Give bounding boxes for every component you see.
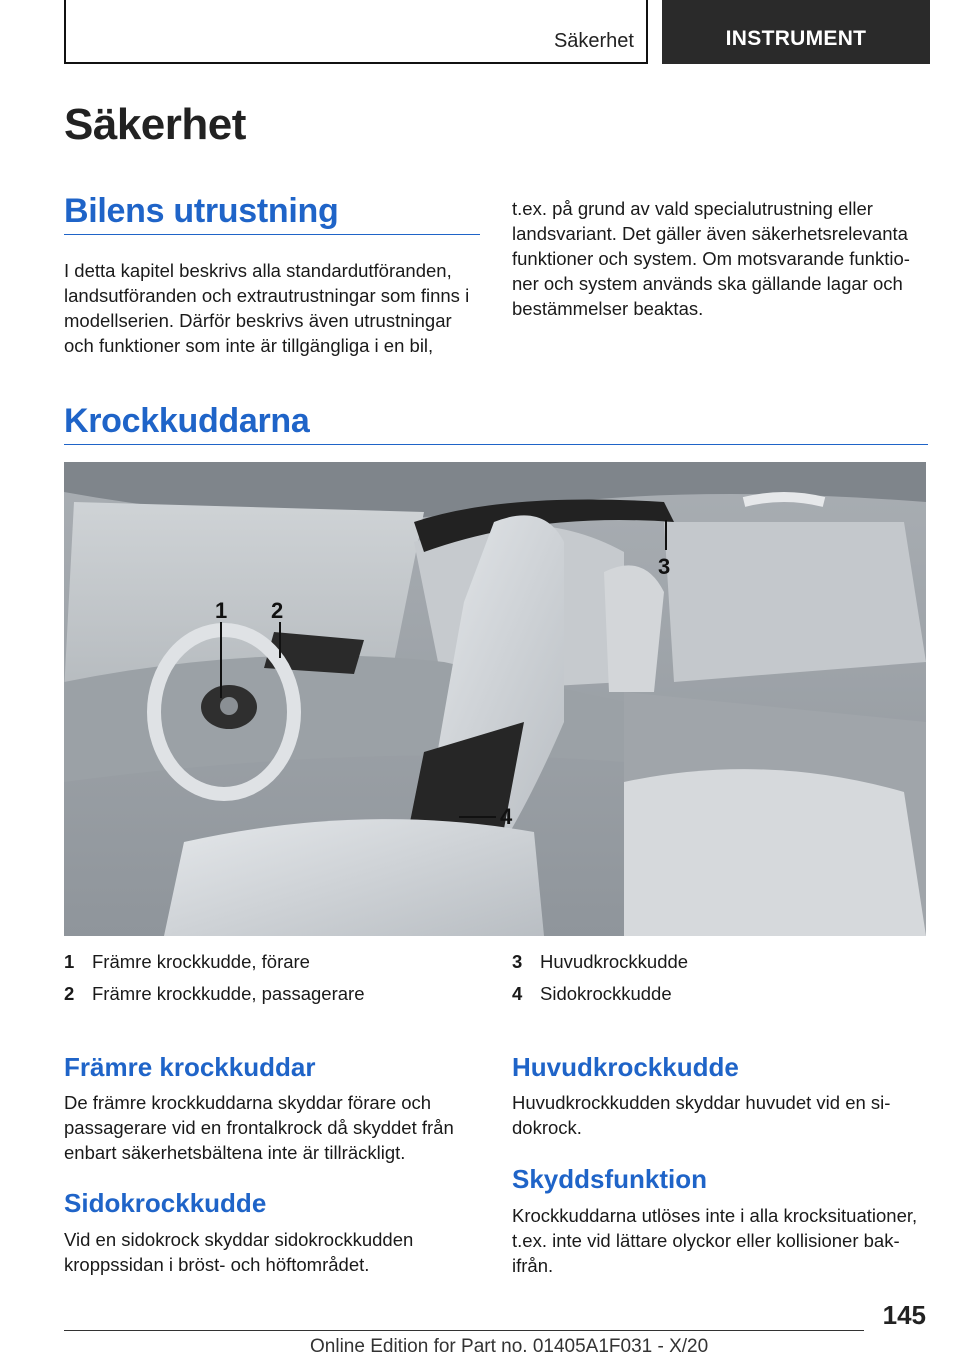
footer-edition: Online Edition for Part no. 01405A1F031 - X/20 [310, 1336, 709, 1357]
airbag-illustration [64, 462, 926, 936]
section-tab-label: Säkerhet [553, 30, 634, 52]
callout-2: 2 [271, 598, 284, 623]
chapter-tab: INSTRUMENT [662, 0, 930, 64]
heading-skyddsfunktion: Skyddsfunktion [512, 1164, 708, 1194]
section-tab [64, 0, 648, 64]
legend-label: Huvudkrockkudde [540, 951, 689, 972]
sido-text: Vid en sidokrock skyddar sidokrockkudden kroppssidan i bröst- och höftområdet. [64, 1229, 414, 1275]
car-interior-drawing [64, 462, 926, 936]
callout-4: 4 [500, 804, 513, 829]
callout-3: 3 [658, 554, 671, 579]
legend-number: 2 [64, 983, 75, 1004]
bilens-text-col2: t.ex. på grund av vald specialutrustning eller landsvariant. Det gäller även säkerhetsrelevanta funktioner och system. Om motsvarande funktioner och system används ska gällande lagar och bestämmelser beaktas. [512, 198, 910, 319]
legend-label: Främre krockkudde, förare [92, 951, 310, 972]
legend-item [64, 946, 480, 978]
page-title: Säkerhet [64, 100, 246, 149]
framre-text: De främre krockkuddarna skyddar förare och passagerare vid en frontalkrock då skyddet från enbart säkerhetsbältena inte är tillräckligt. [64, 1092, 454, 1163]
heading-rule [64, 444, 928, 445]
heading-framre-krockkuddar: Främre krockkuddar [64, 1052, 316, 1082]
legend-label: Främre krockkudde, passagerare [92, 983, 365, 1004]
huvud-text: Huvudkrockkudden skyddar huvudet vid en sidokrock. [512, 1092, 891, 1138]
legend-number: 4 [512, 983, 523, 1004]
heading-sidokrockkudde: Sidokrockkudde [64, 1188, 267, 1218]
legend-label: Sidokrockkudde [540, 983, 672, 1004]
callout-1: 1 [215, 598, 228, 623]
page-header [64, 0, 930, 64]
figure-legend-left [64, 946, 480, 1010]
figure-legend-right [512, 946, 928, 1010]
page-number: 145 [882, 1300, 926, 1330]
legend-item [512, 946, 928, 978]
heading-bilens-utrustning: Bilens utrustning [64, 192, 339, 230]
heading-rule [64, 234, 480, 235]
heading-krockkuddarna: Krockkuddarna [64, 402, 310, 440]
legend-item [512, 978, 928, 1010]
legend-number: 1 [64, 951, 75, 972]
heading-huvudkrockkudde: Huvudkrockkudde [512, 1052, 739, 1082]
skydd-text: Krockkuddarna utlöses inte i alla krocksituationer, t.ex. inte vid lättare olyckor eller kollisioner bakifrån. [512, 1205, 918, 1276]
legend-number: 3 [512, 951, 523, 972]
legend-item [64, 978, 480, 1010]
bilens-text-col1: I detta kapitel beskrivs alla standardutföranden, landsutföranden och extrautrustningar som finns i modellserien. Därför beskrivs även utrustningar och funktioner som inte är tillgängliga i en bil, [64, 260, 470, 356]
footer-rule [64, 1330, 864, 1331]
